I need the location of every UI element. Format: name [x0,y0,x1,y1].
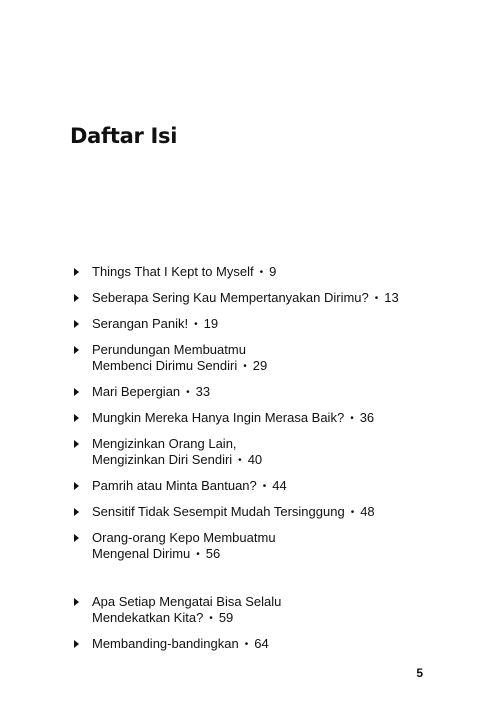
toc-entry-line [92,264,452,282]
bullet-separator: • [262,481,267,492]
toc-entry-line [92,478,452,496]
toc-entry-page: 59 [218,610,234,625]
toc-entry-title: Seberapa Sering Kau Mempertanyakan Dirimu? [92,290,369,305]
toc-entry-line [92,504,452,522]
toc-entry-line [92,610,452,628]
toc-entry-line [92,530,452,546]
toc-entry-line [92,410,452,428]
toc-entry-page: 33 [195,384,211,399]
toc-entry-title: Serangan Panik! [92,316,189,331]
bullet-separator: • [194,319,198,330]
toc-entry[interactable] [72,636,452,654]
toc-entry-page: 19 [203,316,219,331]
toc-entry[interactable] [72,594,452,628]
bullet-separator: • [350,507,355,518]
caret-right-icon [74,640,79,648]
toc-entry-line [92,384,452,402]
toc-entry[interactable] [72,290,452,308]
bullet-separator: • [238,455,242,466]
caret-right-icon [74,414,79,422]
page-title: Daftar Isi [70,124,178,148]
toc-entry-line [92,316,452,334]
caret-right-icon [74,268,79,276]
caret-right-icon [74,440,79,448]
toc-entry-page: 29 [252,358,268,373]
toc-entry[interactable] [72,504,452,522]
bullet-separator: • [374,293,379,304]
toc-entry-page: 48 [360,504,375,519]
toc-entry-page: 64 [254,636,269,651]
toc-entry[interactable] [72,436,452,470]
caret-right-icon [74,508,79,516]
toc-entry[interactable] [72,264,452,282]
toc-entry-title: Apa Setiap Mengatai Bisa Selalu [92,594,282,609]
toc-entry-title: Mengizinkan Orang Lain, [92,436,237,451]
toc-entry-line [92,452,452,470]
toc-entry[interactable] [72,478,452,496]
bullet-separator: • [209,613,213,624]
caret-right-icon [74,346,79,354]
caret-right-icon [74,320,79,328]
caret-right-icon [74,534,79,542]
toc-entry-line [92,342,452,358]
table-of-contents [72,264,452,654]
toc-entry-title: Pamrih atau Minta Bantuan? [92,478,257,493]
toc-entry-title: Mengizinkan Diri Sendiri [92,452,233,467]
bullet-separator: • [186,387,190,398]
toc-entry-page: 9 [269,264,277,279]
toc-entry[interactable] [72,410,452,428]
toc-entry-line [92,358,452,376]
caret-right-icon [74,598,79,606]
caret-right-icon [74,388,79,396]
toc-entry-title: Membanding-bandingkan [92,636,239,651]
bullet-separator: • [259,267,264,278]
toc-entry-title: Orang-orang Kepo Membuatmu [92,530,276,545]
toc-entry-title: Mari Bepergian [92,384,181,399]
toc-entry-line [92,290,452,308]
toc-entry-title: Mungkin Mereka Hanya Ingin Merasa Baik? [92,410,345,425]
toc-entry-page: 56 [205,546,221,561]
toc-entry-line [92,636,452,654]
caret-right-icon [74,294,79,302]
toc-entry-line [92,546,452,564]
toc-entry-title: Sensitif Tidak Sesempit Mudah Tersinggung [92,504,345,519]
toc-entry-title: Things That I Kept to Myself [92,264,254,279]
toc-entry-title: Mendekatkan Kita? [92,610,204,625]
toc-entry-title: Mengenal Dirimu [92,546,191,561]
bullet-separator: • [350,413,354,424]
toc-entry-page: 40 [247,452,263,467]
toc-entry[interactable] [72,530,452,564]
toc-entry-title: Perundungan Membuatmu [92,342,246,357]
toc-entry[interactable] [72,316,452,334]
bullet-separator: • [196,549,200,560]
bullet-separator: • [244,639,249,650]
caret-right-icon [74,482,79,490]
page-number: 5 [416,666,423,680]
toc-entry-title: Membenci Dirimu Sendiri [92,358,238,373]
toc-entry-line [92,594,452,610]
toc-entry-page: 36 [359,410,375,425]
toc-entry[interactable] [72,342,452,376]
toc-entry-page: 44 [272,478,287,493]
toc-entry[interactable] [72,384,452,402]
toc-entry-page: 13 [384,290,399,305]
toc-entry-line [92,436,452,452]
bullet-separator: • [243,361,247,372]
